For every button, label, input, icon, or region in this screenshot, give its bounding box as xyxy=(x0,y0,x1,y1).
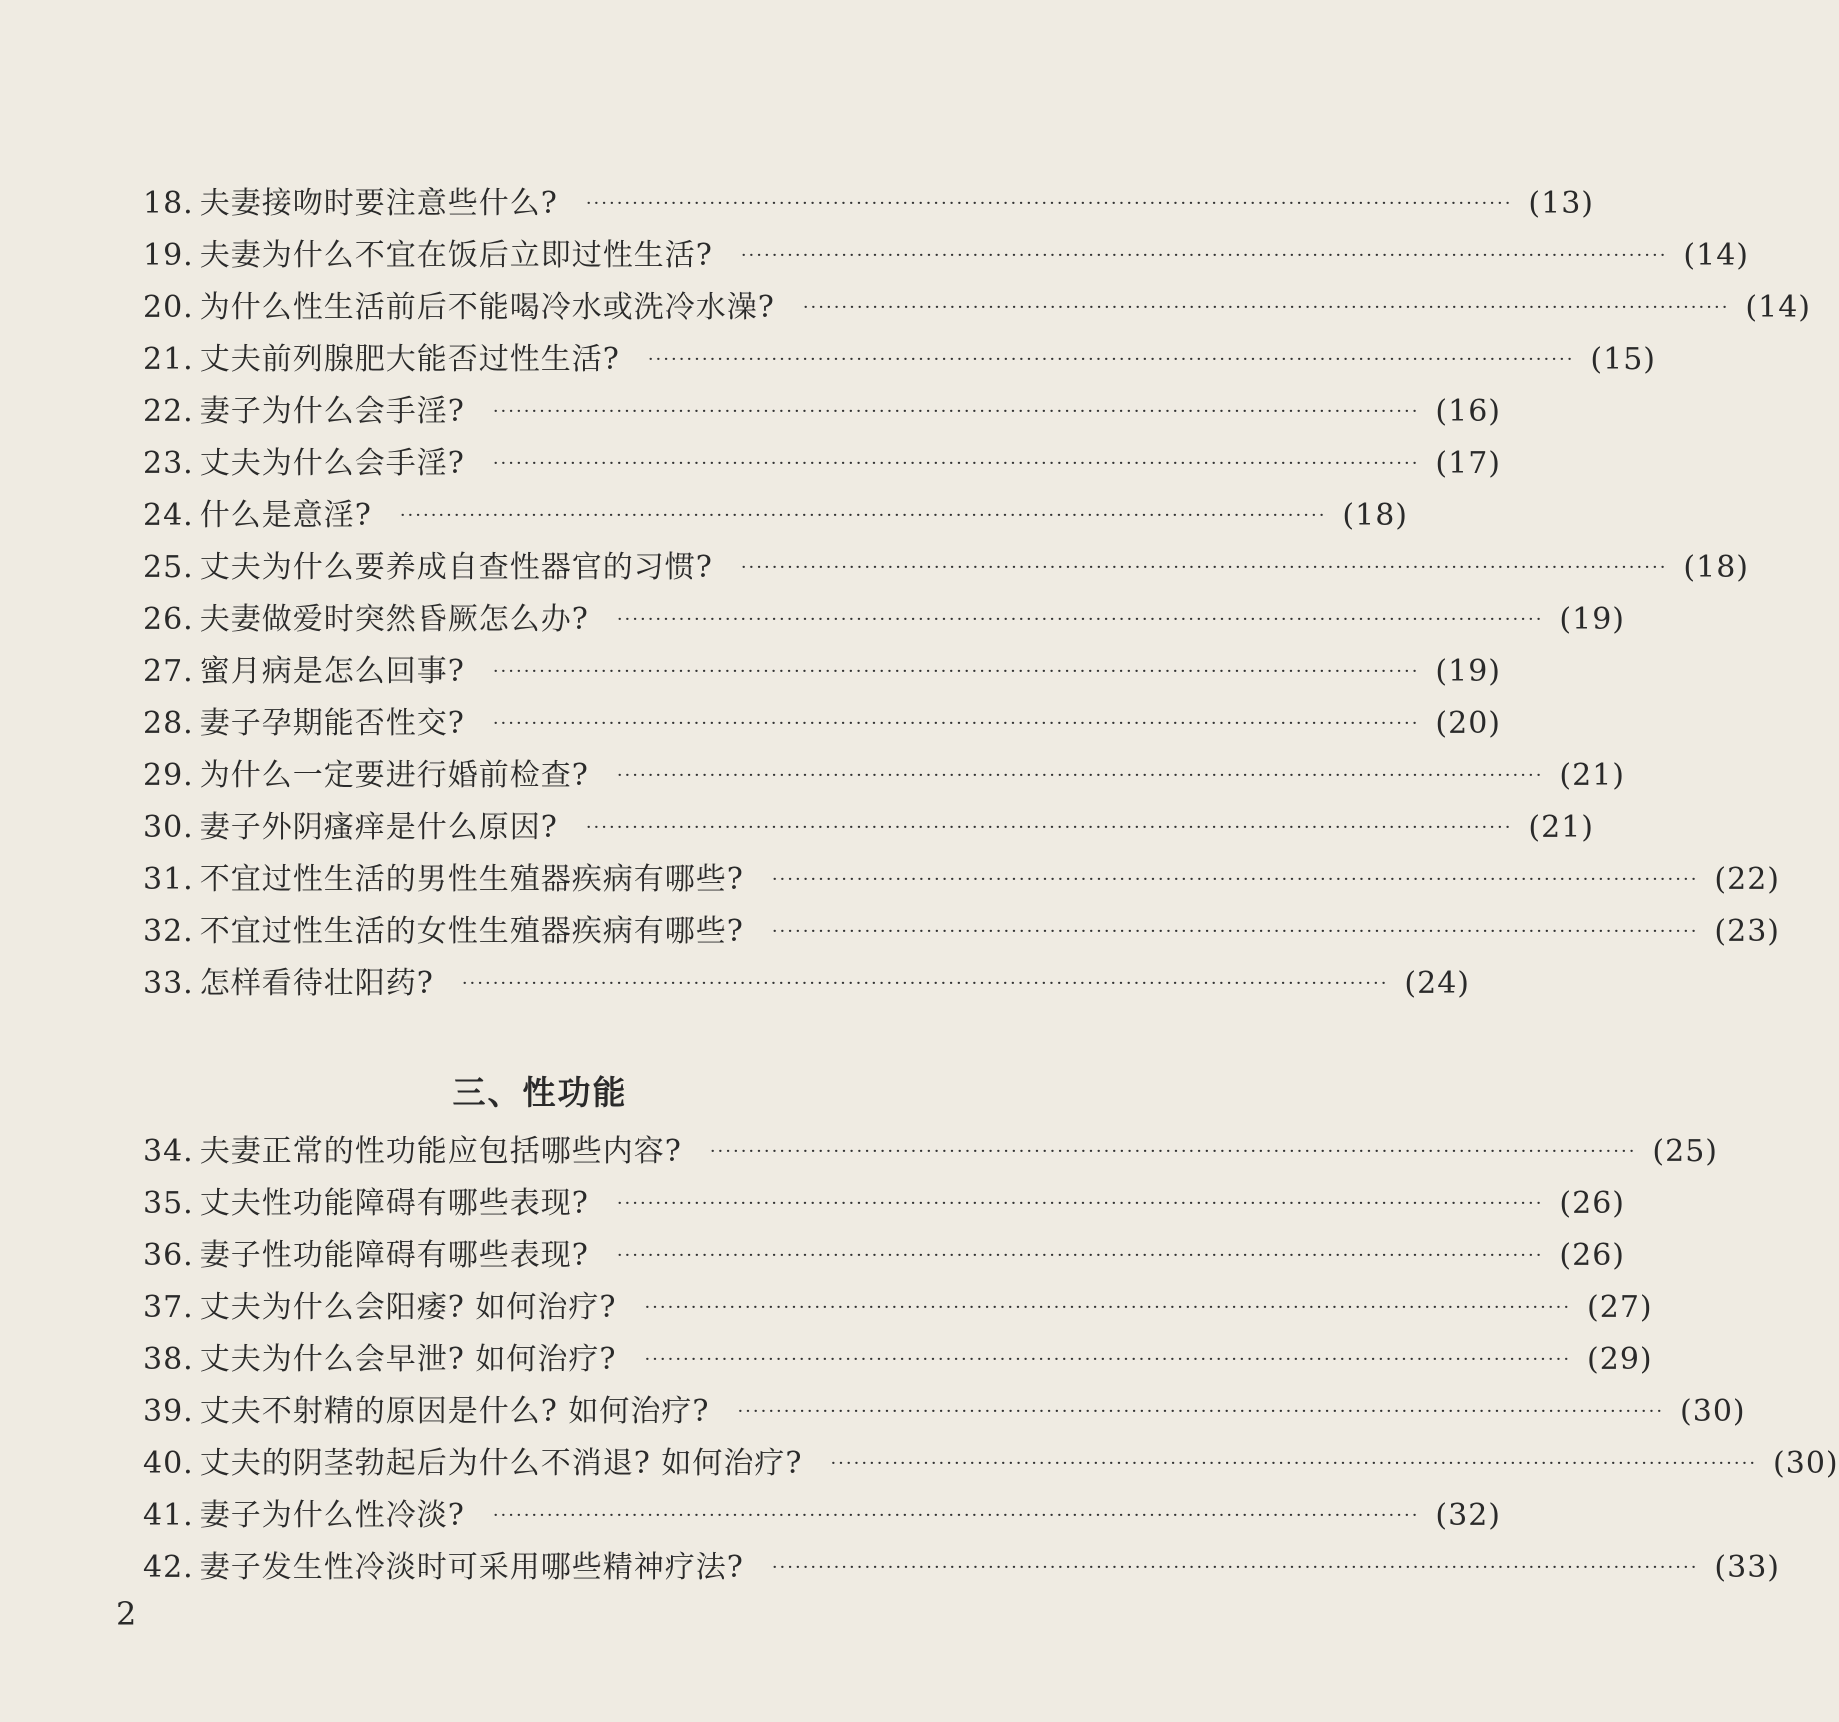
dot-leader: ························································································································ xyxy=(737,1401,1665,1422)
entry-title: 怎样看待壮阳药? xyxy=(199,966,434,1001)
toc-entry xyxy=(143,750,1626,802)
toc-entry xyxy=(143,438,1502,490)
entry-page: (15) xyxy=(1590,342,1657,377)
entry-page: (21) xyxy=(1528,810,1595,845)
entry-title: 丈夫为什么会阳痿? 如何治疗? xyxy=(199,1290,617,1325)
entry-number: 20. xyxy=(143,290,194,325)
entry-title: 夫妻接吻时要注意些什么? xyxy=(199,186,558,221)
entry-number: 25. xyxy=(143,550,194,585)
toc-entry xyxy=(143,1334,1653,1386)
entry-page: (14) xyxy=(1745,290,1812,325)
entry-title: 妻子为什么会手淫? xyxy=(199,394,465,429)
entry-title: 不宜过性生活的女性生殖器疾病有哪些? xyxy=(199,914,744,949)
toc-entry xyxy=(143,1542,1781,1594)
dot-leader: ························································································································ xyxy=(492,661,1420,682)
entry-number: 39. xyxy=(143,1394,194,1429)
entry-page: (30) xyxy=(1773,1446,1839,1481)
entry-title: 丈夫的阴茎勃起后为什么不消退? 如何治疗? xyxy=(199,1446,803,1481)
dot-leader: ························································································································ xyxy=(644,1349,1572,1370)
entry-page: (27) xyxy=(1587,1290,1653,1325)
entry-number: 37. xyxy=(143,1290,194,1325)
dot-leader: ························································································································ xyxy=(647,349,1575,370)
toc-entry xyxy=(143,646,1502,698)
entry-page: (17) xyxy=(1435,446,1502,481)
toc-entry xyxy=(143,958,1471,1010)
entry-number: 23. xyxy=(143,446,194,481)
dot-leader: ························································································································ xyxy=(802,297,1730,318)
entry-title: 夫妻为什么不宜在饭后立即过性生活? xyxy=(199,238,713,273)
entry-number: 32. xyxy=(143,914,194,949)
entry-page: (23) xyxy=(1714,914,1781,949)
entry-number: 26. xyxy=(143,602,194,637)
entry-title: 妻子外阴瘙痒是什么原因? xyxy=(199,810,558,845)
entry-page: (21) xyxy=(1559,758,1626,793)
toc-entry xyxy=(143,386,1502,438)
entry-number: 19. xyxy=(143,238,194,273)
entry-title: 为什么性生活前后不能喝冷水或洗冷水澡? xyxy=(199,290,775,325)
entry-page: (20) xyxy=(1435,706,1502,741)
entry-number: 34. xyxy=(143,1134,194,1169)
entry-title: 丈夫性功能障碍有哪些表现? xyxy=(199,1186,589,1221)
toc-entry xyxy=(143,282,1812,334)
toc-entry xyxy=(143,594,1626,646)
dot-leader: ························································································································ xyxy=(616,765,1544,786)
toc-entry xyxy=(143,802,1595,854)
entry-title: 不宜过性生活的男性生殖器疾病有哪些? xyxy=(199,862,744,897)
toc-list-section-2 xyxy=(143,178,1812,1010)
dot-leader: ························································································································ xyxy=(830,1453,1758,1474)
entry-title: 为什么一定要进行婚前检查? xyxy=(199,758,589,793)
entry-number: 35. xyxy=(143,1186,194,1221)
entry-page: (30) xyxy=(1680,1394,1746,1429)
toc-entry xyxy=(143,334,1657,386)
dot-leader: ························································································································ xyxy=(585,193,1513,214)
dot-leader: ························································································································ xyxy=(492,713,1420,734)
dot-leader: ························································································································ xyxy=(644,1297,1572,1318)
dot-leader: ························································································································ xyxy=(616,1245,1544,1266)
entry-page: (29) xyxy=(1587,1342,1653,1377)
entry-number: 18. xyxy=(143,186,194,221)
entry-page: (32) xyxy=(1435,1498,1502,1533)
entry-number: 36. xyxy=(143,1238,194,1273)
entry-number: 21. xyxy=(143,342,194,377)
entry-title: 丈夫为什么要养成自查性器官的习惯? xyxy=(199,550,713,585)
entry-number: 33. xyxy=(143,966,194,1001)
toc-entry xyxy=(143,1282,1653,1334)
entry-page: (24) xyxy=(1404,966,1471,1001)
section-heading: 三、性功能 xyxy=(452,1073,628,1112)
toc-entry xyxy=(143,542,1750,594)
dot-leader: ························································································································ xyxy=(616,1193,1544,1214)
entry-number: 28. xyxy=(143,706,194,741)
toc-entry xyxy=(143,490,1409,542)
toc-entry xyxy=(143,854,1781,906)
dot-leader: ························································································································ xyxy=(461,973,1389,994)
entry-page: (18) xyxy=(1342,498,1409,533)
toc-entry xyxy=(143,1126,1719,1178)
entry-page: (25) xyxy=(1652,1134,1719,1169)
entry-number: 38. xyxy=(143,1342,194,1377)
entry-page: (13) xyxy=(1528,186,1595,221)
dot-leader: ························································································································ xyxy=(771,869,1699,890)
entry-number: 22. xyxy=(143,394,194,429)
entry-page: (26) xyxy=(1559,1186,1626,1221)
entry-title: 妻子性功能障碍有哪些表现? xyxy=(199,1238,589,1273)
dot-leader: ························································································································ xyxy=(740,245,1668,266)
dot-leader: ························································································································ xyxy=(492,401,1420,422)
entry-title: 夫妻做爱时突然昏厥怎么办? xyxy=(199,602,589,637)
entry-title: 什么是意淫? xyxy=(199,498,372,533)
dot-leader: ························································································································ xyxy=(709,1141,1637,1162)
toc-entry xyxy=(143,178,1595,230)
toc-list-section-3 xyxy=(143,1126,1839,1594)
entry-title: 蜜月病是怎么回事? xyxy=(199,654,465,689)
dot-leader: ························································································································ xyxy=(616,609,1544,630)
entry-number: 24. xyxy=(143,498,194,533)
dot-leader: ························································································································ xyxy=(740,557,1668,578)
toc-entry xyxy=(143,1490,1502,1542)
entry-page: (16) xyxy=(1435,394,1502,429)
entry-title: 妻子孕期能否性交? xyxy=(199,706,465,741)
toc-entry xyxy=(143,1438,1839,1490)
entry-title: 丈夫前列腺肥大能否过性生活? xyxy=(199,342,620,377)
entry-title: 妻子发生性冷淡时可采用哪些精神疗法? xyxy=(199,1550,744,1585)
entry-page: (33) xyxy=(1714,1550,1781,1585)
dot-leader: ························································································································ xyxy=(585,817,1513,838)
toc-entry xyxy=(143,906,1781,958)
entry-title: 丈夫不射精的原因是什么? 如何治疗? xyxy=(199,1394,710,1429)
entry-number: 27. xyxy=(143,654,194,689)
toc-entry xyxy=(143,230,1750,282)
toc-entry xyxy=(143,1386,1746,1438)
entry-page: (19) xyxy=(1559,602,1626,637)
entry-title: 丈夫为什么会早泄? 如何治疗? xyxy=(199,1342,617,1377)
entry-number: 41. xyxy=(143,1498,194,1533)
toc-entry xyxy=(143,1178,1626,1230)
entry-page: (19) xyxy=(1435,654,1502,689)
dot-leader: ························································································································ xyxy=(492,453,1420,474)
page-number: 2 xyxy=(116,1595,137,1633)
dot-leader: ························································································································ xyxy=(399,505,1327,526)
entry-number: 42. xyxy=(143,1550,194,1585)
entry-page: (26) xyxy=(1559,1238,1626,1273)
entry-page: (14) xyxy=(1683,238,1750,273)
entry-number: 29. xyxy=(143,758,194,793)
entry-title: 妻子为什么性冷淡? xyxy=(199,1498,465,1533)
entry-page: (18) xyxy=(1683,550,1750,585)
toc-entry xyxy=(143,1230,1626,1282)
entry-number: 31. xyxy=(143,862,194,897)
dot-leader: ························································································································ xyxy=(771,921,1699,942)
toc-entry xyxy=(143,698,1502,750)
dot-leader: ························································································································ xyxy=(771,1557,1699,1578)
entry-page: (22) xyxy=(1714,862,1781,897)
dot-leader: ························································································································ xyxy=(492,1505,1420,1526)
entry-number: 30. xyxy=(143,810,194,845)
entry-title: 夫妻正常的性功能应包括哪些内容? xyxy=(199,1134,682,1169)
entry-number: 40. xyxy=(143,1446,194,1481)
entry-title: 丈夫为什么会手淫? xyxy=(199,446,465,481)
